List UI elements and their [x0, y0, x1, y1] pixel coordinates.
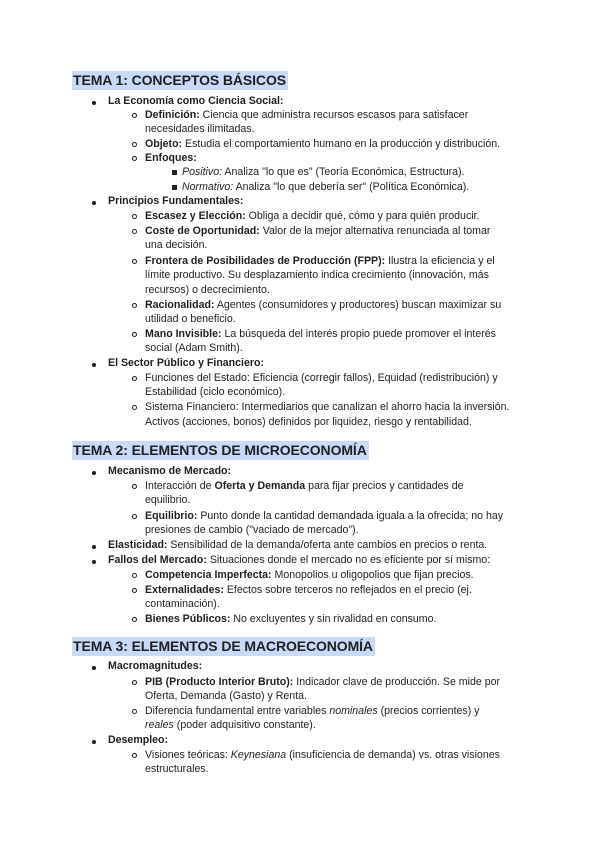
bienes-text: No excluyentes y sin rivalidad en consumo. — [230, 613, 437, 625]
interaccion-post: para fijar precios y cantidades de — [305, 480, 464, 492]
escasez-line — [145, 209, 480, 223]
bullet-circle — [132, 573, 137, 578]
reales-italic: reales — [145, 719, 174, 731]
tema1-heading: TEMA 1: CONCEPTOS BÁSICOS — [73, 72, 286, 88]
diferencia-post: (precios corrientes) y — [377, 705, 480, 717]
fpp-label: Frontera de Posibilidades de Producción (FPP): — [145, 255, 386, 267]
definicion-label: Definición: — [145, 109, 200, 121]
bullet-circle — [132, 113, 137, 118]
oferta-demanda-bold: Oferta y Demanda — [214, 480, 306, 492]
bullet-disc — [92, 101, 96, 105]
sector-label: El Sector Público y Financiero: — [108, 357, 264, 369]
bullet-circle — [132, 214, 137, 219]
fallos-label: Fallos del Mercado: — [108, 554, 207, 566]
visiones-line-2: estructurales. — [145, 763, 209, 775]
bullet-circle — [132, 259, 137, 264]
bienes-line — [145, 612, 436, 626]
externalidades-line-2: contaminación). — [145, 598, 220, 610]
bullet-disc — [92, 666, 96, 670]
bullet-disc — [92, 363, 96, 367]
objeto-label: Objeto: — [145, 138, 183, 150]
tema3-heading: TEMA 3: ELEMENTOS DE MACROECONOMÍA — [73, 638, 373, 654]
bullet-circle — [132, 588, 137, 593]
bullet-circle — [132, 332, 137, 337]
mano-text: La búsqueda del interés propio puede promover el interés — [221, 328, 496, 340]
bullet-circle — [132, 617, 137, 622]
racionalidad-line-2: utilidad o beneficio. — [145, 313, 236, 325]
visiones-line — [145, 748, 500, 762]
principios-label: Principios Fundamentales: — [108, 195, 244, 207]
positivo-line — [182, 165, 465, 179]
enfoques-label: Enfoques: — [145, 152, 197, 164]
bullet-circle — [132, 142, 137, 147]
bullet-circle — [132, 405, 137, 410]
definicion-line-2: necesidades ilimitadas. — [145, 123, 255, 135]
competencia-label: Competencia Imperfecta: — [145, 569, 272, 581]
positivo-text: Analiza "lo que es" (Teoría Económica, Estructura). — [222, 166, 465, 178]
bullet-disc — [92, 560, 96, 564]
macromagnitudes-label: Macromagnitudes: — [108, 660, 203, 672]
bullet-circle — [132, 303, 137, 308]
definicion-line — [145, 108, 468, 122]
fpp-line-3: recursos) o decrecimiento. — [145, 284, 270, 296]
objeto-line — [145, 137, 500, 151]
financiero-line-2: Activos (acciones, bonos) definidos por liquidez, riesgo y rentabilidad. — [145, 416, 472, 428]
funciones-line-2: Estabilidad (ciclo económico). — [145, 386, 286, 398]
normativo-text: Analiza "lo que debería ser" (Política Económica). — [233, 181, 470, 193]
pib-label: PIB (Producto Interior Bruto): — [145, 676, 294, 688]
nominales-italic: nominales — [329, 705, 378, 717]
externalidades-line — [145, 583, 472, 597]
externalidades-label: Externalidades: — [145, 584, 224, 596]
escasez-text: Obliga a decidir qué, cómo y para quién producir. — [245, 210, 480, 222]
positivo-label: Positivo: — [182, 166, 223, 178]
bullet-circle — [132, 514, 137, 519]
mano-line-2: social (Adam Smith). — [145, 342, 243, 354]
racionalidad-text: Agentes (consumidores y productores) buscan maximizar su — [214, 299, 502, 311]
funciones-line: Funciones del Estado: Eficiencia (corregir fallos), Equidad (redistribución) y — [145, 372, 498, 384]
equilibrio-line-2: presiones de cambio ("vaciado de mercado"). — [145, 524, 359, 536]
mano-line — [145, 327, 496, 341]
equilibrio-text: Punto donde la cantidad demandada iguala a la ofrecida; no hay — [197, 510, 504, 522]
desempleo-label: Desempleo: — [108, 734, 169, 746]
tema2-heading: TEMA 2: ELEMENTOS DE MICROECONOMÍA — [73, 442, 367, 458]
bullet-circle — [132, 229, 137, 234]
bullet-circle — [132, 680, 137, 685]
fallos-text: Situaciones donde el mercado no es eficiente por sí mismo: — [206, 554, 491, 566]
normativo-label: Normativo: — [182, 181, 234, 193]
visiones-pre: Visiones teóricas: — [145, 749, 231, 761]
fallos-line — [108, 553, 490, 567]
economia-label: La Economía como Ciencia Social: — [108, 95, 284, 107]
elasticidad-line — [108, 538, 487, 552]
pib-text: Indicador clave de producción. Se mide por — [293, 676, 501, 688]
bullet-disc — [92, 201, 96, 205]
diferencia-pre: Diferencia fundamental entre variables — [145, 705, 330, 717]
escasez-label: Escasez y Elección: — [145, 210, 246, 222]
mano-label: Mano Invisible: — [145, 328, 222, 340]
bullet-circle — [132, 709, 137, 714]
definicion-text: Ciencia que administra recursos escasos para satisfacer — [199, 109, 469, 121]
coste-label: Coste de Oportunidad: — [145, 225, 260, 237]
diferencia-post-2: (poder adquisitivo constante). — [173, 719, 316, 731]
fpp-line — [145, 254, 495, 268]
elasticidad-label: Elasticidad: — [108, 539, 168, 551]
interaccion-pre: Interacción de — [145, 480, 215, 492]
bullet-disc — [92, 545, 96, 549]
interaccion-line — [145, 479, 464, 493]
financiero-line: Sistema Financiero: Intermediarios que canalizan el ahorro hacia la inversión. — [145, 401, 510, 413]
externalidades-text: Efectos sobre terceros no reflejados en el precio (ej. — [223, 584, 472, 596]
equilibrio-label: Equilibrio: — [145, 510, 198, 522]
pib-line — [145, 675, 500, 689]
diferencia-line — [145, 704, 479, 718]
bullet-disc — [92, 740, 96, 744]
mecanismo-label: Mecanismo de Mercado: — [108, 465, 232, 477]
pib-line-2: Oferta, Demanda (Gasto) y Renta. — [145, 690, 307, 702]
bullet-circle — [132, 376, 137, 381]
coste-text: Valor de la mejor alternativa renunciada al tomar — [259, 225, 491, 237]
fpp-line-2: límite productivo. Su desplazamiento indica crecimiento (innovación, más — [145, 269, 489, 281]
keynesiana-italic: Keynesiana — [230, 749, 287, 761]
racionalidad-label: Racionalidad: — [145, 299, 215, 311]
equilibrio-line — [145, 509, 503, 523]
normativo-line — [182, 180, 469, 194]
interaccion-line-2: equilibrio. — [145, 494, 191, 506]
objeto-text: Estudia el comportamiento humano en la producción y distribución. — [182, 138, 501, 150]
bullet-circle — [132, 484, 137, 489]
coste-line — [145, 224, 490, 238]
bullet-disc — [92, 471, 96, 475]
elasticidad-text: Sensibilidad de la demanda/oferta ante cambios en precios o renta. — [167, 539, 488, 551]
visiones-post: (insuficiencia de demanda) vs. otras visiones — [286, 749, 500, 761]
bullet-square — [172, 170, 177, 175]
competencia-line — [145, 568, 474, 582]
competencia-text: Monopolios u oligopolios que fijan precios. — [271, 569, 474, 581]
fpp-text: Ilustra la eficiencia y el — [385, 255, 495, 267]
bullet-circle — [132, 753, 137, 758]
diferencia-line-2 — [145, 718, 316, 732]
bullet-square — [172, 185, 177, 190]
bienes-label: Bienes Públicos: — [145, 613, 231, 625]
coste-line-2: una decisión. — [145, 239, 208, 251]
bullet-circle — [132, 156, 137, 161]
racionalidad-line — [145, 298, 501, 312]
